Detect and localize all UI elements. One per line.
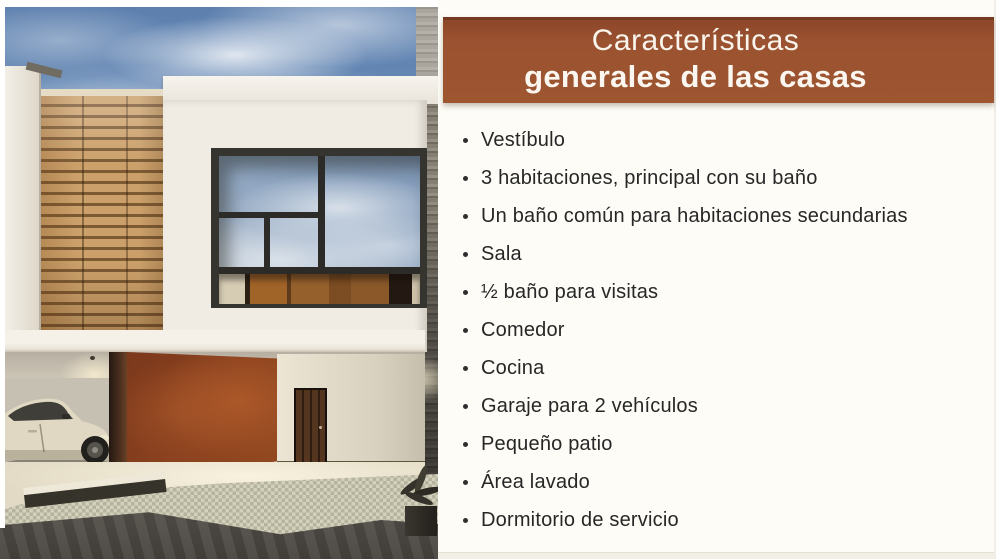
bullet-icon [463, 328, 468, 333]
feature-text: Garaje para 2 vehículos [481, 394, 698, 417]
feature-text: Cocina [481, 356, 545, 379]
left-parapet-wall [5, 66, 41, 332]
feature-text: Comedor [481, 318, 565, 341]
window-mullion [264, 218, 270, 268]
feature-text: Vestíbulo [481, 128, 566, 151]
bullet-icon [463, 252, 468, 257]
slide-content-area [438, 0, 996, 559]
house-render-image [0, 0, 438, 559]
feature-text: 3 habitaciones, principal con su baño [481, 166, 818, 189]
feature-item [463, 387, 988, 425]
feature-item [463, 273, 988, 311]
features-list [463, 121, 988, 539]
feature-item [463, 311, 988, 349]
feature-text: Sala [481, 242, 522, 265]
bullet-icon [463, 480, 468, 485]
bullet-icon [463, 176, 468, 181]
feature-item [463, 159, 988, 197]
bullet-icon [463, 290, 468, 295]
feature-item [463, 121, 988, 159]
downlight-icon [90, 356, 95, 360]
feature-text: Un baño común para habitaciones secundarias [481, 204, 908, 227]
slide-title-line1: Características [591, 24, 800, 57]
feature-text: Pequeño patio [481, 432, 613, 455]
feature-item [463, 463, 988, 501]
feature-item [463, 197, 988, 235]
slide-left-margin [0, 0, 5, 528]
bullet-icon [463, 214, 468, 219]
feature-item [463, 235, 988, 273]
window-mullion [219, 267, 420, 274]
bullet-icon [463, 518, 468, 523]
slide-bottom-strip [438, 552, 994, 559]
title-banner [443, 17, 994, 103]
window-interior-view [219, 274, 420, 304]
slide-title-line2: generales de las casas [524, 59, 867, 94]
planter-box [405, 506, 437, 536]
feature-item [463, 349, 988, 387]
feature-text: Área lavado [481, 470, 590, 493]
feature-item [463, 425, 988, 463]
bullet-icon [463, 404, 468, 409]
bullet-icon [463, 138, 468, 143]
feature-item [463, 501, 988, 539]
wood-slat-screen [41, 96, 163, 332]
bullet-icon [463, 366, 468, 371]
slide-top-margin [0, 0, 438, 7]
bullet-icon [463, 442, 468, 447]
feature-text: Dormitorio de servicio [481, 508, 679, 531]
floor-slab-fascia [5, 330, 425, 354]
service-door [294, 388, 327, 465]
feature-text: ½ baño para visitas [481, 280, 659, 303]
